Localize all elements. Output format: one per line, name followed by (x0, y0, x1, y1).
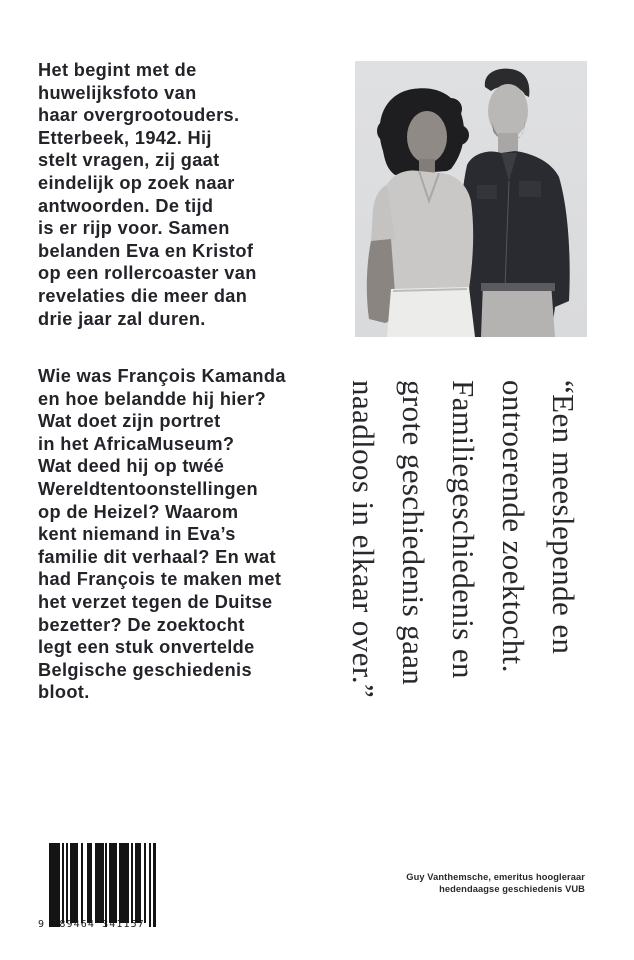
author-photo (355, 61, 587, 337)
blurb-line: Wat doet zijn portret (38, 411, 221, 432)
blurb-line: het verzet tegen de Duitse (38, 591, 273, 612)
blurb-line: in het AfricaMuseum? (38, 433, 235, 454)
blurb-line: huwelijksfoto van (38, 82, 197, 103)
blurb-line: familie dit verhaal? En wat (38, 546, 276, 567)
blurb-line: stelt vragen, zij gaat (38, 150, 220, 171)
quote-line: Familiegeschiedenis en (446, 380, 481, 679)
rotated-quote (346, 374, 588, 844)
blurb-line: Etterbeek, 1942. Hij (38, 127, 212, 148)
blurb-line: bezetter? De zoektocht (38, 614, 245, 635)
blurb-line: belanden Eva en Kristof (38, 240, 254, 261)
blurb-line: drie jaar zal duren. (38, 308, 206, 329)
woman-figure (367, 88, 475, 337)
attribution-role: hedendaagse geschiedenis VUB (439, 884, 585, 894)
blurb-line: op een rollercoaster van (38, 263, 257, 284)
blurb-line: Wereldtentoonstellingen (38, 478, 258, 499)
quote-attribution (406, 871, 585, 895)
quote-block (346, 374, 588, 844)
quote-line: ontroerende zoektocht. (496, 380, 531, 673)
blurb-line: haar overgrootouders. (38, 105, 240, 126)
quote-line: “Een meeslepende en (546, 380, 581, 655)
blurb-line: en hoe belandde hij hier? (38, 388, 267, 409)
quote-line: grote geschiedenis gaan (396, 380, 431, 686)
blurb-line: Belgische geschiedenis (38, 659, 252, 680)
blurb-line: kent niemand in Eva’s (38, 524, 236, 545)
blurb-line: Wat deed hij op twéé (38, 456, 225, 477)
isbn-number: 9 789464 341157 (38, 919, 145, 930)
attribution-name: Guy Vanthemsche, emeritus hoogleraar (406, 872, 585, 882)
blurb-line: revelaties die meer dan (38, 285, 248, 306)
man-figure (461, 69, 570, 337)
blurb-paragraph-2 (38, 365, 338, 704)
blurb-line: Wie was François Kamanda (38, 366, 286, 386)
blurb-line: legt een stuk onvertelde (38, 637, 255, 658)
blurb-paragraph-1 (38, 59, 338, 330)
blurb-line: antwoorden. De tijd (38, 195, 214, 216)
barcode-bars-icon (49, 843, 157, 929)
blurb-line: is er rijp voor. Samen (38, 218, 230, 239)
blurb-line: op de Heizel? Waarom (38, 501, 239, 522)
blurb-line: had François te maken met (38, 569, 282, 590)
blurb-line: bloot. (38, 682, 90, 703)
blurb-line: Het begint met de (38, 60, 197, 80)
quote-line: naadloos in elkaar over.” (346, 380, 381, 699)
blurb-line: eindelijk op zoek naar (38, 172, 235, 193)
